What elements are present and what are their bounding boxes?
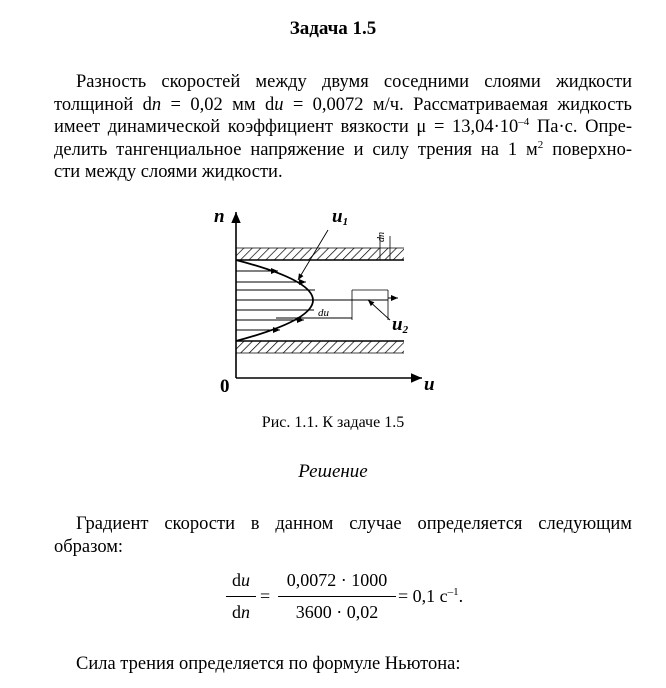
problem-line-3: имеет динамической коэффициент вязкости $\mu = 13,04\cdot 10^{-4}$ Па·с. Опре- (54, 115, 632, 137)
problem-line-1: Разность скоростей между двумя соседними слоями жидкости (76, 72, 632, 92)
problem-title: Задача 1.5 (289, 18, 377, 39)
formula-lhs-numerator: du (232, 570, 250, 590)
problem-line-4: делить тангенциальное напряжение и силу трения на 1 $м^2$ поверхно- (54, 138, 632, 160)
solution-heading: Решение (298, 461, 368, 482)
formula-rhs-denominator: 3600 · 0,02 (295, 602, 379, 622)
top-wall (236, 248, 404, 260)
bottom-wall (236, 341, 404, 353)
du-label: du (318, 307, 329, 319)
formula-lhs-denominator: dn (232, 602, 250, 622)
u2-label: u2 (392, 314, 409, 336)
origin-label: 0 (220, 376, 230, 397)
formula-equals: = (260, 586, 271, 606)
velocity-gradient-formula (226, 570, 506, 630)
problem-line-2: толщиной dn = 0,02 мм du = 0,0072 м/ч. Рассматриваемая жидкость (54, 94, 632, 115)
dn-label: dn (376, 232, 387, 242)
n-axis-label: n (214, 206, 225, 227)
figure-caption: Рис. 1.1. К задаче 1.5 (261, 414, 405, 431)
solution-line-1: Градиент скорости в данном случае определяется следующим (76, 514, 632, 534)
formula-rhs-numerator: 0,0072 · 1000 (286, 570, 388, 590)
velocity-profile-figure (200, 198, 450, 403)
solution-line-3: Сила трения определяется по формуле Ньютона: (76, 654, 461, 674)
formula-result: = 0,1 $с^{-1}$. (398, 586, 464, 606)
problem-statement (54, 71, 632, 184)
u1-label: u1 (332, 206, 349, 228)
problem-line-5: сти между слоями жидкости. (54, 162, 283, 182)
solution-line-2: образом: (54, 536, 124, 557)
solution-text (54, 513, 632, 558)
u-axis-label: u (424, 374, 435, 395)
